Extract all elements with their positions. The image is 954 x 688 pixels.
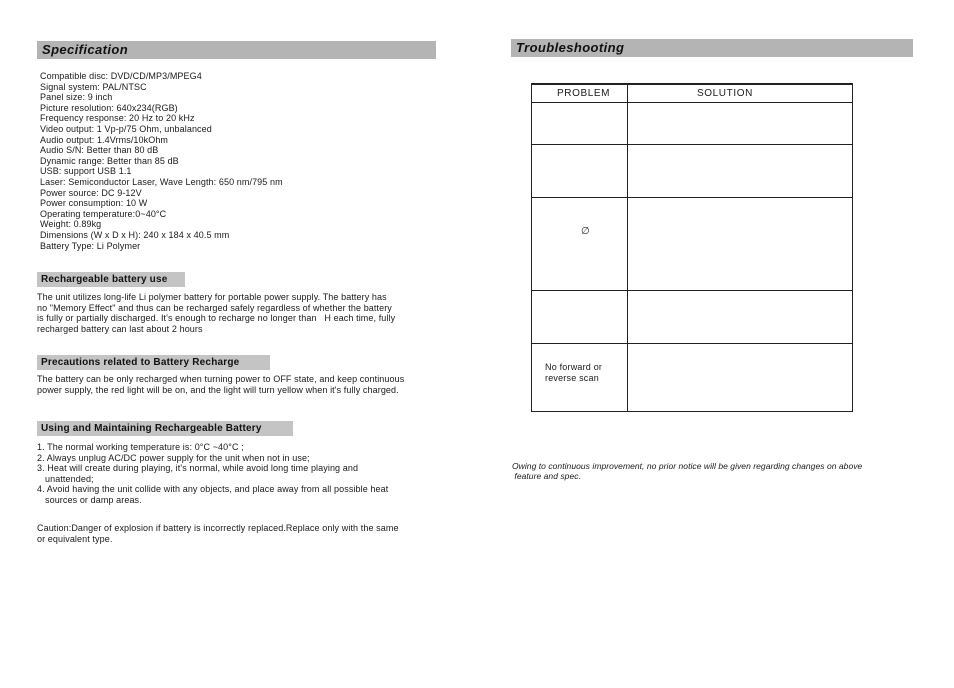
- paragraph-line: is fully or partially discharged. It's enough to recharge no longer than H each time, fully: [37, 313, 396, 324]
- spec-item: Weight: 0.89kg: [40, 219, 102, 230]
- table-row: [532, 343, 852, 411]
- troubleshooting-title: Troubleshooting: [516, 40, 625, 55]
- troubleshooting-table: [531, 83, 853, 412]
- spec-item: USB: support USB 1.1: [40, 166, 132, 177]
- caution-paragraph: [37, 523, 399, 544]
- list-item: 3. Heat will create during playing, it's normal, while avoid long time playing and: [37, 463, 359, 474]
- spec-item: Dimensions (W x D x H): 240 x 184 x 40.5 mm: [40, 229, 230, 240]
- problem-cell: [545, 362, 602, 383]
- spec-item: Panel size: 9 inch: [40, 92, 113, 103]
- precautions-header: [37, 355, 270, 370]
- paragraph-line: no "Memory Effect" and thus can be recharged safely regardless of whether the battery: [37, 302, 392, 313]
- note-line: Owing to continuous improvement, no prior notice will be given regarding changes on above: [512, 461, 863, 471]
- note-line: feature and spec.: [512, 471, 581, 482]
- paragraph-line: Caution:Danger of explosion if battery is incorrectly replaced.Replace only with the same: [37, 523, 399, 533]
- spec-item: Frequency response: 20 Hz to 20 kHz: [40, 113, 195, 124]
- specification-title: Specification: [42, 42, 129, 57]
- spec-item: Compatible disc: DVD/CD/MP3/MPEG4: [40, 71, 202, 81]
- improvement-note: [512, 461, 912, 482]
- spec-item: Audio S/N: Better than 80 dB: [40, 145, 159, 156]
- table-row: [532, 102, 852, 144]
- specification-list: [40, 71, 283, 251]
- maintaining-list: [37, 442, 388, 506]
- spec-item: Power source: DC 9-12V: [40, 187, 142, 198]
- table-row: [532, 290, 852, 343]
- paragraph-line: The unit utilizes long-life Li polymer battery for portable power supply. The battery has: [37, 292, 387, 302]
- list-item-continuation: unattended;: [45, 473, 94, 484]
- prohibited-icon: ∅: [581, 226, 590, 237]
- table-row: [532, 144, 852, 197]
- problem-line: No forward or: [545, 362, 603, 372]
- specification-header: [37, 41, 436, 59]
- spec-item: Signal system: PAL/NTSC: [40, 81, 147, 92]
- precautions-title: Precautions related to Battery Recharge: [41, 357, 240, 368]
- spec-item: Picture resolution: 640x234(RGB): [40, 102, 178, 113]
- precautions-paragraph: [37, 374, 404, 395]
- list-item: 4. Avoid having the unit collide with any objects, and place away from all possible heat: [37, 484, 389, 495]
- maintaining-title: Using and Maintaining Rechargeable Battery: [41, 423, 262, 434]
- maintaining-header: [37, 421, 293, 436]
- table-header-row: [532, 84, 852, 102]
- spec-item: Power consumption: 10 W: [40, 198, 148, 209]
- spec-item: Dynamic range: Better than 85 dB: [40, 155, 179, 166]
- list-item-continuation: sources or damp areas.: [45, 494, 142, 505]
- list-item: 1. The normal working temperature is: 0°C ~40°C ;: [37, 442, 244, 452]
- problem-line: reverse scan: [545, 372, 599, 383]
- rechargeable-paragraph: [37, 292, 395, 334]
- rechargeable-header: [37, 272, 185, 287]
- table-row: [532, 197, 852, 290]
- spec-item: Battery Type: Li Polymer: [40, 240, 141, 251]
- spec-item: Audio output: 1.4Vrms/10kOhm: [40, 134, 169, 145]
- paragraph-line: power supply, the red light will be on, and the light will turn yellow when it's fully charged.: [37, 384, 399, 395]
- header-problem: PROBLEM: [557, 88, 611, 99]
- header-solution: SOLUTION: [697, 88, 753, 99]
- spec-item: Video output: 1 Vp-p/75 Ohm, unbalanced: [40, 123, 212, 134]
- spec-item: Laser: Semiconductor Laser, Wave Length: 650 nm/795 nm: [40, 176, 283, 187]
- list-item: 2. Always unplug AC/DC power supply for the unit when not in use;: [37, 452, 310, 463]
- paragraph-line: The battery can be only recharged when turning power to OFF state, and keep continuous: [37, 374, 405, 384]
- spec-item: Operating temperature:0~40°C: [40, 208, 167, 219]
- troubleshooting-header: [511, 39, 913, 57]
- rechargeable-title: Rechargeable battery use: [41, 274, 168, 285]
- paragraph-line: recharged battery can last about 2 hours: [37, 323, 203, 334]
- paragraph-line: or equivalent type.: [37, 533, 113, 544]
